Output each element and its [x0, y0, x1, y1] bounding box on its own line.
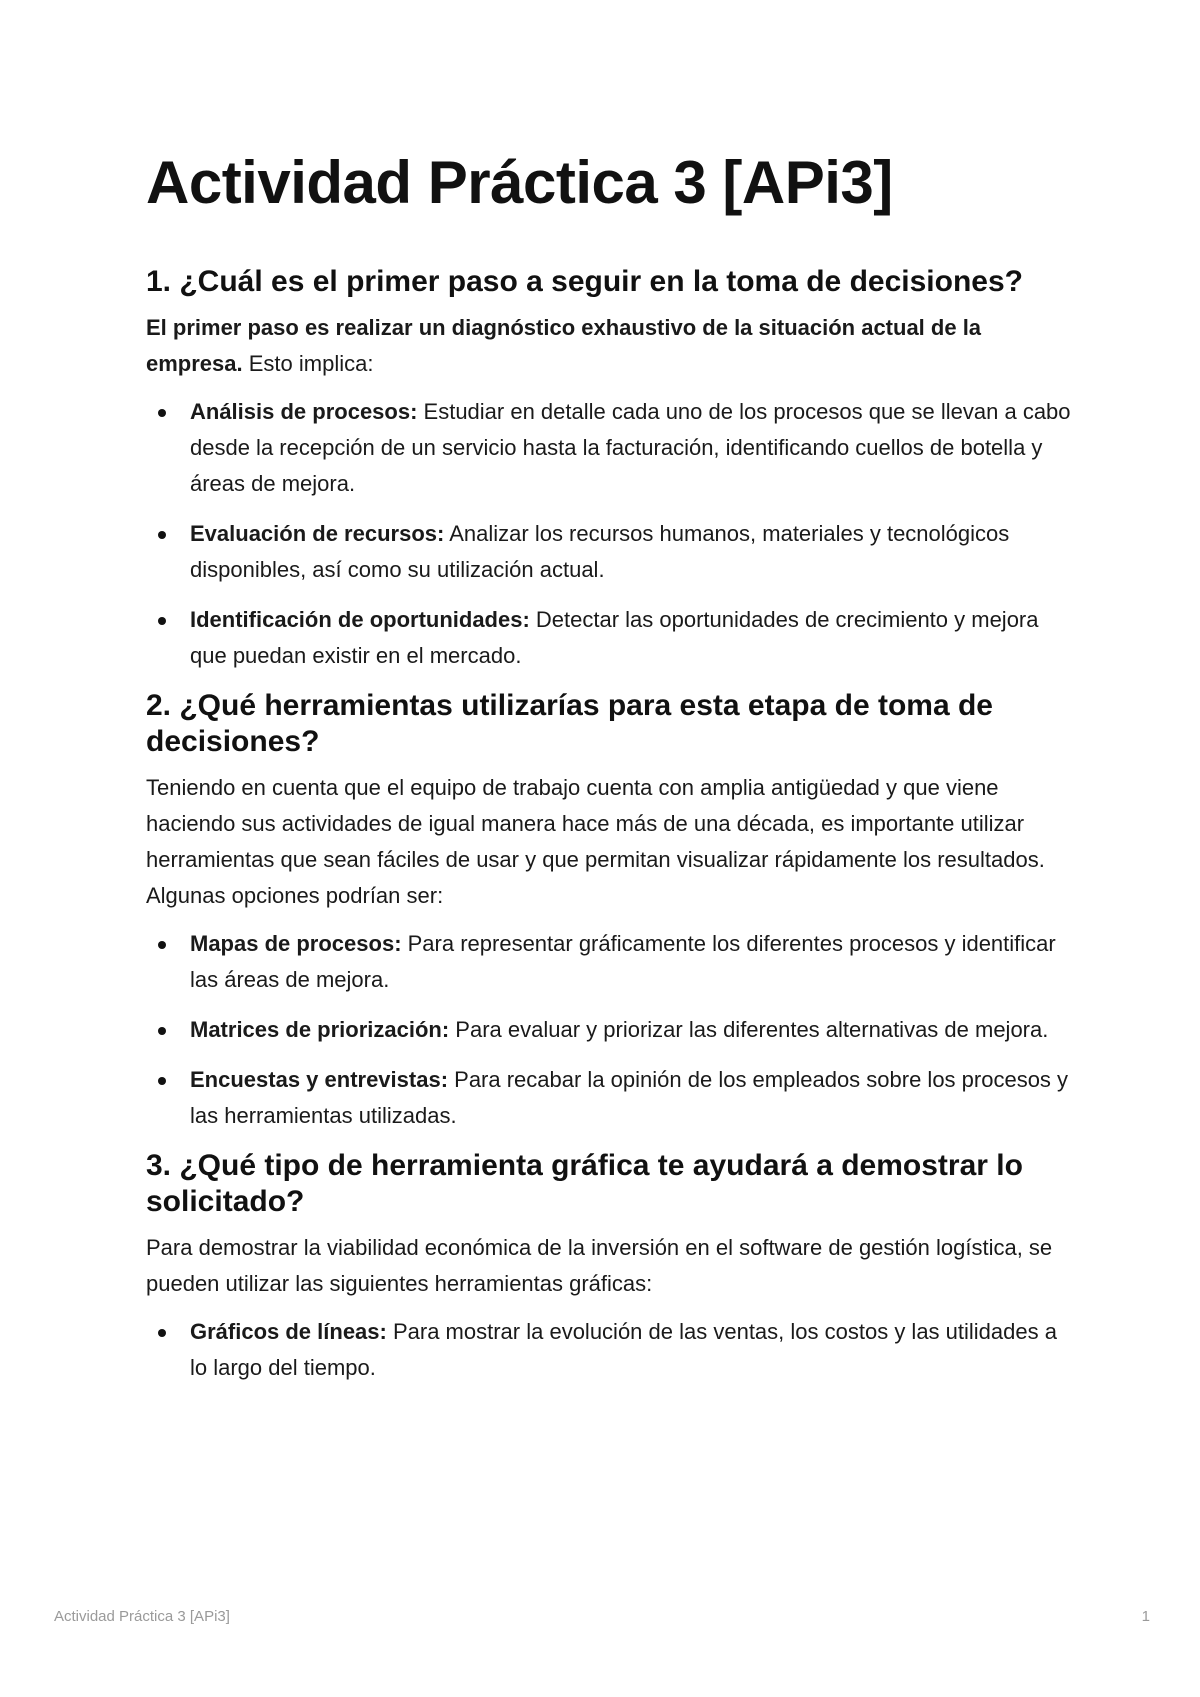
- item-text: Para recabar la opinión de los empleados sobre los procesos y las herramientas utilizadas.: [190, 1067, 1069, 1128]
- section-heading: 1. ¿Cuál es el primer paso a seguir en la toma de decisiones?: [146, 265, 1023, 298]
- item-text: Analizar los recursos humanos, materiales y tecnológicos disponibles, así como su utilización actual.: [190, 521, 1010, 582]
- bullet-icon: [158, 1077, 166, 1085]
- footer-document-title: Actividad Práctica 3 [APi3]: [54, 1608, 230, 1625]
- section-intro: [146, 310, 1076, 382]
- item-term: Análisis de procesos:: [190, 399, 418, 424]
- section-heading: 3. ¿Qué tipo de herramienta gráfica te ayudará a demostrar lo solicitado?: [146, 1149, 1023, 1218]
- list-item: [146, 602, 1076, 674]
- page-number: 1: [1141, 1608, 1150, 1625]
- list-item: [146, 926, 1076, 998]
- intro-text: Esto implica:: [242, 351, 374, 376]
- bullet-list: [146, 926, 1076, 1134]
- item-text: Para evaluar y priorizar las diferentes alternativas de mejora.: [449, 1017, 1049, 1042]
- section-1: [146, 264, 1076, 674]
- list-item: [146, 1062, 1076, 1134]
- section-intro: Para demostrar la viabilidad económica de la inversión en el software de gestión logística, se pueden utilizar las siguientes herramientas gráficas:: [146, 1235, 1053, 1296]
- section-2: [146, 688, 1076, 1134]
- list-item: [146, 1314, 1076, 1386]
- item-text: Para mostrar la evolución de las ventas, los costos y las utilidades a lo largo del tiempo.: [190, 1319, 1057, 1380]
- document-title: Actividad Práctica 3 [APi3]: [146, 149, 893, 216]
- intro-bold-text: El primer paso es realizar un diagnóstico exhaustivo de la situación actual de la empresa.: [146, 315, 982, 376]
- item-term: Identificación de oportunidades:: [190, 607, 530, 632]
- list-item: [146, 394, 1076, 502]
- bullet-icon: [158, 531, 166, 539]
- item-text: Estudiar en detalle cada uno de los procesos que se llevan a cabo desde la recepción de un servicio hasta la facturación, identificando cuellos de botella y áreas de mejora.: [190, 399, 1071, 496]
- item-term: Encuestas y entrevistas:: [190, 1067, 449, 1092]
- list-item: [146, 1012, 1076, 1048]
- bullet-icon: [158, 409, 166, 417]
- item-term: Mapas de procesos:: [190, 931, 402, 956]
- item-term: Evaluación de recursos:: [190, 521, 445, 546]
- item-term: Gráficos de líneas:: [190, 1319, 387, 1344]
- bullet-icon: [158, 941, 166, 949]
- bullet-list: [146, 394, 1076, 674]
- item-text: Para representar gráficamente los diferentes procesos y identificar las áreas de mejora.: [190, 931, 1056, 992]
- bullet-list: [146, 1314, 1076, 1386]
- list-item: [146, 516, 1076, 588]
- bullet-icon: [158, 1329, 166, 1337]
- bullet-icon: [158, 1027, 166, 1035]
- item-term: Matrices de priorización:: [190, 1017, 450, 1042]
- section-3: [146, 1148, 1076, 1386]
- document-page: [146, 150, 1076, 1400]
- item-text: Detectar las oportunidades de crecimiento y mejora que puedan existir en el mercado.: [190, 607, 1039, 668]
- section-heading: 2. ¿Qué herramientas utilizarías para esta etapa de toma de decisiones?: [146, 689, 993, 758]
- page-footer: [54, 1608, 1150, 1625]
- section-intro: Teniendo en cuenta que el equipo de trabajo cuenta con amplia antigüedad y que viene haciendo sus actividades de igual manera hace más de una década, es importante utilizar herramientas que sean fáciles de usar y que permitan visualizar rápidamente los resultados. Algunas opciones podrían ser:: [146, 775, 1045, 908]
- bullet-icon: [158, 617, 166, 625]
